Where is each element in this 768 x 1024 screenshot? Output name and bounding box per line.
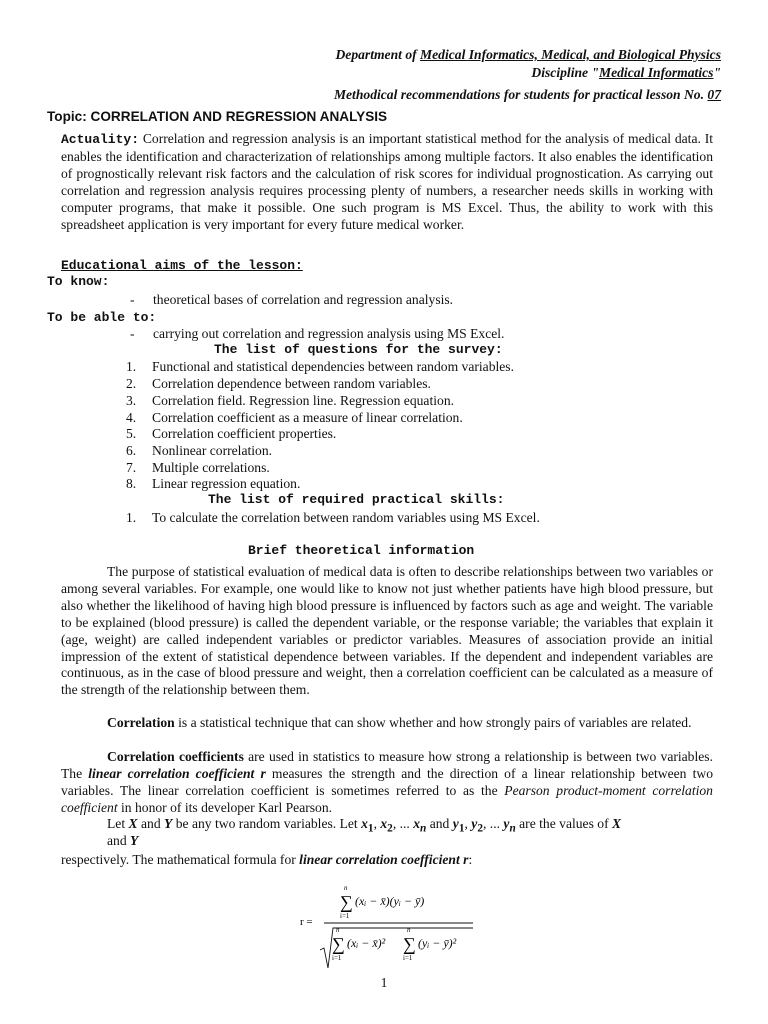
coefficients-text-a: are used in statistics to measure how strong a relationship is between two variables. The <box>61 749 713 781</box>
question-item <box>126 426 336 443</box>
formula-den-sum-bottom-b: i=1 <box>403 954 413 962</box>
actuality-paragraph <box>61 131 713 233</box>
question-item <box>126 359 514 376</box>
theory-paragraph-5 <box>61 852 472 869</box>
formula-den-sum-top-b: n <box>407 926 411 934</box>
theory-title: Brief theoretical information <box>248 543 475 558</box>
pearson-formula <box>300 880 480 972</box>
question-number: 3. <box>126 393 137 408</box>
y1: y <box>452 816 459 831</box>
question-number: 2. <box>126 376 137 391</box>
x1: x <box>361 816 368 831</box>
xn: x <box>413 816 421 831</box>
methodical-line <box>334 87 721 104</box>
theory-paragraph-1: The purpose of statistical evaluation of medical data is often to describe relationships between two variables or among several variables. For example, one would like to know not just whether patients have high blood pressure, but also whether the likelihood of having high blood pressure is influenced by factors such as age and weight. The variable to be explained (blood pressure) is called the dependent variable, or the response variable; the variables that explain it (age, weight) are called independent variables or predictor variables. Measures of association provide an initial impression of the extent of statistical dependence between variables. If the dependent and independent variables are continuous, as in the case of blood pressure and weight, then a correlation coefficient can be calculated as a measure of the strength of the relationship between them. <box>61 564 713 698</box>
question-text: Linear regression equation. <box>152 476 301 491</box>
pearson-term: Pearson product-moment correlation coefficient <box>61 782 713 815</box>
formula-sum-bottom: i=1 <box>340 912 350 920</box>
coefficients-text-b: measures the strength and the direction of a linear relationship between two variables. The linear correlation coefficient is sometimes referred to as the <box>61 765 713 798</box>
skill-item <box>126 510 540 527</box>
p4-continuation <box>107 833 138 850</box>
question-number: 4. <box>126 410 137 425</box>
page-number: 1 <box>380 975 388 990</box>
sub: 2 <box>477 822 483 835</box>
able-dash: - <box>130 326 135 341</box>
able-item-text: carrying out correlation and regression analysis using MS Excel. <box>153 326 505 341</box>
yn: y <box>503 816 510 831</box>
lesson-number: 07 <box>707 87 721 102</box>
actuality-label: Actuality: <box>61 132 140 147</box>
y2: y <box>471 816 478 831</box>
question-text: Correlation coefficient as a measure of linear correlation. <box>152 410 463 425</box>
formula-den-a: (xᵢ − x̄)² <box>347 936 386 950</box>
p4-text: , <box>464 816 472 831</box>
know-item <box>130 292 453 309</box>
topic-title: Topic: CORRELATION AND REGRESSION ANALYSIS <box>47 109 388 124</box>
formula-den-sum-b: ∑ <box>403 934 416 954</box>
theory-paragraph-4 <box>61 816 713 838</box>
p4-text: and <box>426 816 453 831</box>
discipline-suffix: " <box>713 65 721 80</box>
question-item <box>126 376 431 393</box>
question-text: Correlation dependence between random variables. <box>152 376 431 391</box>
sub: n <box>509 822 516 835</box>
formula-den-sum-bottom-a: i=1 <box>332 954 342 962</box>
p5-text: : <box>468 852 473 867</box>
p5-text: respectively. The mathematical formula for <box>61 852 300 867</box>
p4-text: are the values of <box>515 816 612 831</box>
question-text: Multiple correlations. <box>152 460 270 475</box>
formula-sum-sign: ∑ <box>340 892 353 912</box>
question-text: Correlation coefficient properties. <box>152 426 337 441</box>
department-line <box>335 47 721 64</box>
department-name: Medical Informatics, Medical, and Biological Physics <box>420 47 721 62</box>
p4-text: and <box>137 816 165 831</box>
coefficients-term: Correlation coefficients <box>107 749 244 764</box>
to-know-label: To know: <box>47 274 110 289</box>
var-x: X <box>612 816 622 831</box>
formula-den-sum-top-a: n <box>336 926 340 934</box>
formula-sum-top: n <box>344 884 348 892</box>
formula-den-b: (yᵢ − ȳ)² <box>418 936 457 950</box>
question-text: Functional and statistical dependencies between random variables. <box>152 359 514 374</box>
correlation-term: Correlation <box>107 715 175 730</box>
question-number: 5. <box>126 426 137 441</box>
p4-text: , ... <box>392 816 414 831</box>
theory-paragraph-3 <box>61 749 713 817</box>
sub: n <box>420 822 427 835</box>
to-be-able-label: To be able to: <box>47 310 157 325</box>
methodical-prefix: Methodical recommendations for students for practical lesson No. <box>333 87 708 102</box>
discipline-prefix: Discipline " <box>531 65 600 80</box>
know-dash: - <box>130 292 135 307</box>
skill-text: To calculate the correlation between random variables using MS Excel. <box>152 510 540 525</box>
question-item <box>126 410 463 427</box>
sub: 1 <box>458 822 465 835</box>
actuality-text: Correlation and regression analysis is an important statistical method for the analysis of medical data. It enables the identification and characterization of relationships among multiple factors. It also enables the identification of prognostically relevant risk factors and the calculation of risk scores for individual prognostication. As carrying out correlation and regression analysis requires processing plenty of numbers, a researcher needs skills in working with computer programs, that make it possible. One such program is MS Excel. Thus, the ability to work with this spreadsheet application is very important for every future medical worker. <box>61 131 713 232</box>
question-item <box>126 460 270 477</box>
x2: x <box>380 816 388 831</box>
know-item-text: theoretical bases of correlation and regression analysis. <box>153 292 454 307</box>
linear-coefficient-term: linear correlation coefficient r <box>88 765 266 781</box>
p4-text: be any two random variables. Let <box>172 816 362 831</box>
skill-number: 1. <box>126 510 137 525</box>
question-number: 7. <box>126 460 137 475</box>
sub: 1 <box>367 822 374 835</box>
aims-title: Educational aims of the lesson: <box>61 258 303 273</box>
correlation-definition: is a statistical technique that can show whether and how strongly pairs of variables are related. <box>174 715 692 730</box>
able-item <box>130 326 504 343</box>
p4-text: and <box>107 833 131 848</box>
formula-den-sum-a: ∑ <box>332 934 345 954</box>
var-y: Y <box>130 833 139 848</box>
questions-title: The list of questions for the survey: <box>214 342 503 357</box>
var-x: X <box>128 816 138 831</box>
p4-text: , <box>373 816 381 831</box>
question-number: 8. <box>126 476 137 491</box>
question-item <box>126 476 300 493</box>
coefficients-text-c: in honor of its developer Karl Pearson. <box>117 799 333 815</box>
question-number: 6. <box>126 443 137 458</box>
theory-paragraph-2 <box>61 715 713 732</box>
p4-text: Let <box>107 816 129 831</box>
skills-title: The list of required practical skills: <box>208 492 505 507</box>
question-item <box>126 393 454 410</box>
question-text: Nonlinear correlation. <box>152 443 273 458</box>
question-text: Correlation field. Regression line. Regression equation. <box>152 393 455 408</box>
sub: 2 <box>387 822 393 835</box>
var-y: Y <box>164 816 173 831</box>
question-item <box>126 443 272 460</box>
discipline-line <box>531 65 721 82</box>
p4-text: , ... <box>483 816 504 831</box>
question-number: 1. <box>126 359 137 374</box>
formula-numerator: (xᵢ − x̄)(yᵢ − ȳ) <box>355 894 425 908</box>
linear-coefficient-term: linear correlation coefficient r <box>299 852 469 867</box>
formula-lhs: r = <box>300 916 313 928</box>
department-prefix: Department of <box>335 47 421 62</box>
discipline-name: Medical Informatics <box>599 65 714 80</box>
